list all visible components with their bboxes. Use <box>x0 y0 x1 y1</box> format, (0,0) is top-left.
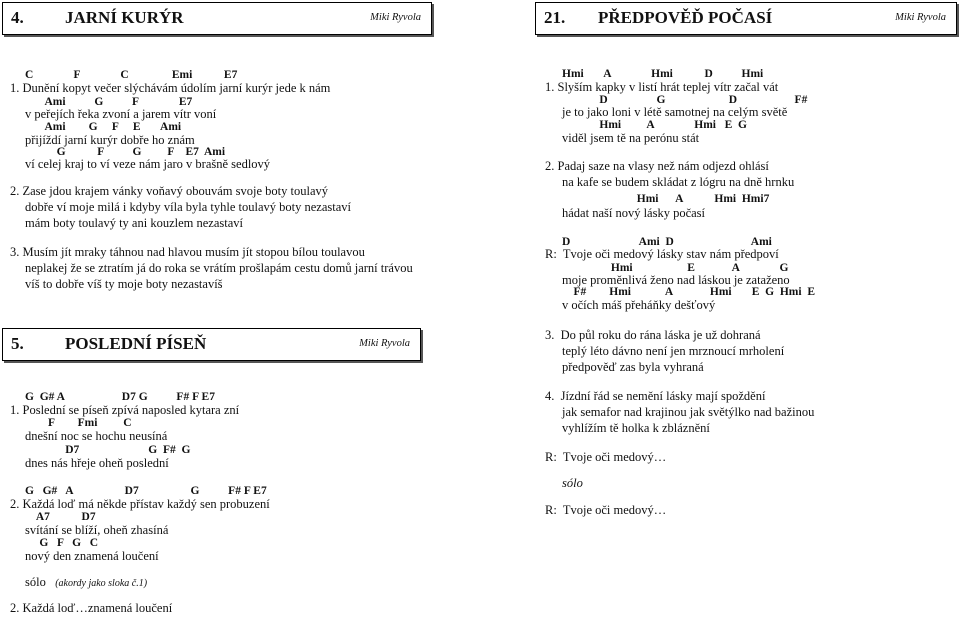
lyric-line: teplý léto dávno není jen mrznoucí mrholení <box>562 344 785 358</box>
lyric-line: v očích máš přeháňky dešťový <box>562 298 716 312</box>
lyric-line: přijíždí jarní kurýr dobře ho znám <box>25 133 195 147</box>
lyric-line: 2. Zase jdou krajem vánky voňavý obouvám svoje boty toulavý <box>10 184 328 198</box>
lyric-line: 1. Slyším kapky v listí hrát teplej vítr začal vát <box>545 80 779 94</box>
chord-line: Hmi A Hmi E G <box>562 119 747 131</box>
chord-line: F# Hmi A Hmi E G Hmi E <box>562 286 816 298</box>
song-number: 5. <box>11 334 24 353</box>
lyric-line: víš to dobře víš ty moje boty nezastavíš <box>25 277 223 291</box>
lyric-line: svítání se blíží, oheň zhasíná <box>25 523 169 537</box>
solo-line <box>25 575 147 591</box>
lyric-line: 1. Poslední se píseň zpívá naposled kytara zní <box>10 403 240 417</box>
chord-line: G G# A D7 G F# F E7 <box>25 391 215 403</box>
lyric-line: 3. Do půl roku do rána láska je už dohraná <box>545 328 761 342</box>
refrain-line: R: Tvoje oči medový… <box>545 450 667 464</box>
lyric-line: je to jako loni v létě samotnej na celým světě <box>562 105 788 119</box>
lyric-line: R: Tvoje oči medový lásky stav nám předpoví <box>545 247 779 261</box>
closing-line: 2. Každá loď…znamená loučení <box>10 601 173 615</box>
song-title: POSLEDNÍ PÍSEŇ <box>65 334 207 353</box>
solo-label: sólo <box>25 575 46 589</box>
lyric-line: v peřejích řeka zvoní a jarem vítr voní <box>25 107 217 121</box>
solo-label: sólo <box>562 476 583 490</box>
chord-line: G F G C <box>25 537 99 549</box>
chord-line: D G D F# <box>562 94 808 106</box>
song-header-posledni-pisen <box>2 328 421 361</box>
chord-line: D Ami D Ami <box>562 236 772 248</box>
song-header-jarni-kuryr <box>2 2 432 35</box>
lyric-line: 3. Musím jít mraky táhnou nad hlavou musím jít stopou bílou toulavou <box>10 245 365 259</box>
lyric-line: dnešní noc se hochu neusíná <box>25 429 168 443</box>
chord-line: G F G F E7 Ami <box>25 146 226 158</box>
song-author: Miki Ryvola <box>895 12 946 23</box>
lyric-line: dobře ví moje milá i kdyby víla byla tyhle toulavý boty nezastaví <box>25 200 351 214</box>
lyric-line: dnes nás hřeje oheň poslední <box>25 456 169 470</box>
lyric-line: jak semafor nad krajinou jak světýlko nad bažinou <box>562 405 815 419</box>
lyric-line: 2. Padaj saze na vlasy než nám odjezd ohlásí <box>545 159 769 173</box>
chord-line: Hmi A Hmi D Hmi <box>562 68 764 80</box>
lyric-line: mám boty toulavý ty ani kouzlem nezastaví <box>25 216 243 230</box>
song-header-predpoved-pocasi <box>535 2 957 35</box>
song-author: Miki Ryvola <box>359 338 410 349</box>
song-title: PŘEDPOVĚĎ POČASÍ <box>598 8 773 27</box>
solo-note: (akordy jako sloka č.1) <box>55 578 148 589</box>
lyric-line: předpověď zas byla vyhraná <box>562 360 704 374</box>
lyric-line: vyhlížím tě holka k zbláznění <box>562 421 710 435</box>
song-number: 21. <box>544 8 566 27</box>
lyric-line: hádat naší nový lásky počasí <box>562 206 706 220</box>
lyric-line: 1. Dunění kopyt večer slýchávám údolím jarní kurýr jede k nám <box>10 81 331 95</box>
chord-line: D7 G F# G <box>25 444 191 456</box>
chord-line: G G# A D7 G F# F E7 <box>25 485 267 497</box>
refrain-line: R: Tvoje oči medový… <box>545 503 667 517</box>
chord-line: Hmi A Hmi Hmi7 <box>562 193 770 205</box>
lyric-line: ví celej kraj to ví veze nám jaro v brašně sedlový <box>25 157 271 171</box>
chord-line: Ami G F E7 <box>25 96 193 108</box>
lyric-line: 2. Každá loď má někde přístav každý sen probuzení <box>10 497 270 511</box>
lyric-line: nový den znamená loučení <box>25 549 159 563</box>
lyric-line: 4. Jízdní řád se nemění lásky mají spoždění <box>545 389 766 403</box>
chord-line: C F C Emi E7 <box>25 69 238 81</box>
chord-line: F Fmi C <box>25 417 132 429</box>
lyric-line: neplakej že se ztratím já do roka se vrátím prošlapám cestu domů jarní trávou <box>25 261 413 275</box>
chord-line: Hmi E A G <box>562 262 789 274</box>
chord-line: A7 D7 <box>25 511 96 523</box>
chord-line: Ami G F E Ami <box>25 121 182 133</box>
lyric-line: moje proměnlivá ženo nad láskou je zataženo <box>562 273 790 287</box>
lyric-line: viděl jsem tě na perónu stát <box>562 131 700 145</box>
song-title: JARNÍ KURÝR <box>65 8 184 27</box>
song-author: Miki Ryvola <box>370 12 421 23</box>
lyric-line: na kafe se budem skládat z lógru na dně hrnku <box>562 175 795 189</box>
song-number: 4. <box>11 8 24 27</box>
